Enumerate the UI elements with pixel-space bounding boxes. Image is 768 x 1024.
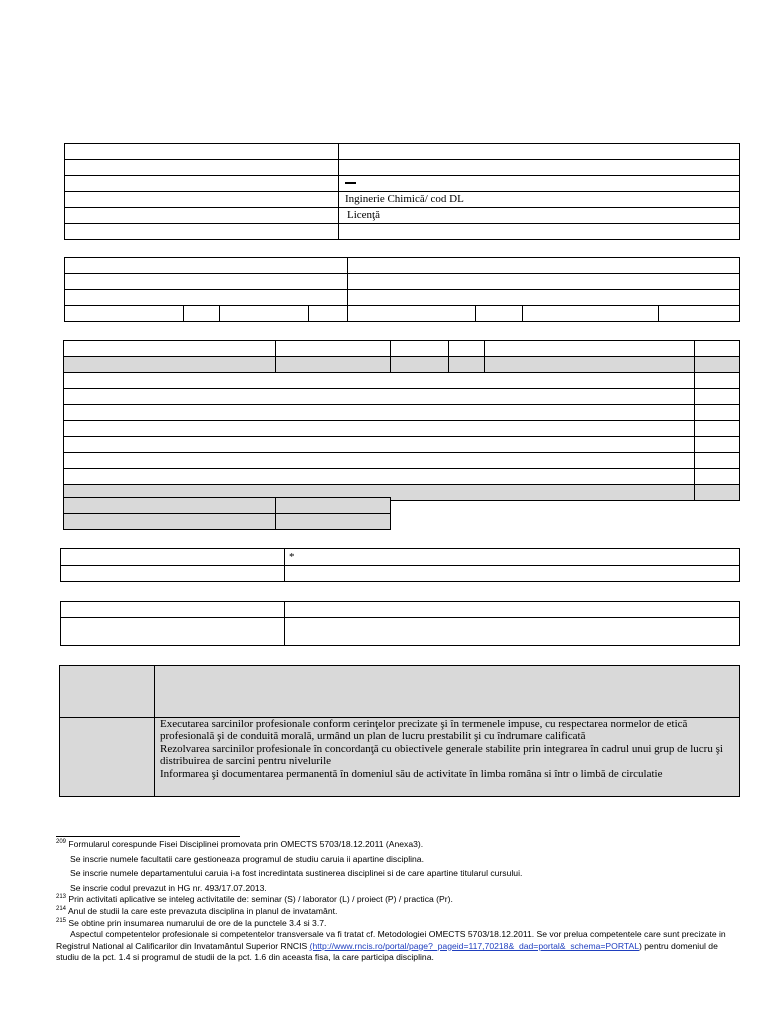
cell [695,373,740,389]
cell [65,192,339,208]
cell [220,306,309,322]
cell [60,718,155,797]
footnote-212: Se inscrie codul prevazut in HG nr. 493/17.07.2013. [70,882,267,893]
cell [276,357,391,373]
cell [285,566,740,582]
competence-item: Informarea şi documentarea permanentă în domeniul său de activitate în limba româna si într o limbă de circulatie [160,767,663,780]
footnote-text: Aspectul competentelor profesionale si competentelor transversale va fi tratat cf. Metodologiei OMECTS 5703/18.12.2011. Se vor prelua competentele care sunt precizate in Registrul National al Calificarilor din Invatamântul Superior RNCIS [56,929,726,951]
cell [65,274,348,290]
competence-item: Rezolvarea sarcinilor profesionale în concordanţă cu obiectivele generale stabilite prin integrarea în cadrul unui grup de lucru şi distribuirea de sarcini pentru nivelurile [160,742,723,768]
cell [276,341,391,357]
cell [64,389,695,405]
cell [61,549,285,566]
cell [476,306,523,322]
cell [64,498,276,514]
footnote-text: Prin activitati aplicative se inteleg activitatile de: seminar (S) / laborator (L) / proiect (P) / practica (Pr). [68,894,453,905]
footnote-211: Se inscrie numele departamentului caruia i-a fost incredintata sustinerea disciplinei si de care apartine titularul cursului. [70,868,523,879]
cell [449,341,485,357]
footnote-210: Se inscrie numele facultatii care gestioneaza programul de studiu caruia ii apartine disciplina. [70,853,424,864]
prerequisites-table [60,548,740,582]
cell [339,160,740,176]
cell [485,341,695,357]
cell [485,357,695,373]
study-cycle-value: Licenţă [339,208,740,224]
cell [348,306,476,322]
cell [285,602,740,618]
cell [276,514,391,530]
domain-value: Inginerie Chimică/ cod DL [339,192,740,208]
cell [64,405,695,421]
footnote-215 [56,918,726,930]
cell [60,666,155,718]
footnote-216 [56,929,726,964]
footnotes [56,839,726,964]
cell [65,176,339,192]
cell [285,618,740,646]
competence-item: Executarea sarcinilor profesionale conform cerinţelor precizate şi în termenele impuse, cu respectarea normelor de etică profesională şi de conduită morală, urmând un plan de lucru prestabilit şi cu îndrumare calificată [160,718,688,743]
cell [64,341,276,357]
footnote-number: 213 [56,894,67,901]
footnote-214 [56,906,726,918]
cell [64,357,276,373]
cell [64,453,695,469]
dash-mark [345,182,356,184]
cell [339,144,740,160]
cell [65,160,339,176]
cell [339,224,740,240]
cell [695,453,740,469]
cell [695,341,740,357]
cell [695,469,740,485]
cell [695,389,740,405]
cell [695,437,740,453]
cell [659,306,740,322]
cell [64,373,695,389]
footnote-separator [56,836,240,837]
cell [523,306,659,322]
cell [449,357,485,373]
cell [65,306,184,322]
footnote-text: Formularul corespunde Fisei Disciplinei promovata prin OMECTS 5703/18.12.2011 (Anexa3). [68,839,424,849]
conditions-table [60,601,740,646]
cell [695,357,740,373]
cell [348,290,740,306]
rncis-link[interactable]: (http://www.rncis.ro/portal/page?_pageid=117,70218&_dad=portal&_schema=PORTAL [309,940,640,951]
cell [695,421,740,437]
cell [695,485,740,501]
footnote-text: Anul de studii la care este prevazuta disciplina in planul de invatamânt. [67,905,338,916]
footnote-text: ) pentru domeniul de studiu de la pct. 1.4 si programul de studii de la pct. 1.6 din aceasta fisa, la care participa disciplina. [56,940,718,963]
cell [184,306,220,322]
footnote-number: 209 [56,839,67,846]
cell [65,208,339,224]
cell [348,274,740,290]
cell [65,224,339,240]
footnote-213 [56,894,726,906]
hours-table [63,340,740,501]
cell [64,469,695,485]
cell [155,666,740,718]
totals-table [63,497,391,530]
cell [348,258,740,274]
cell [64,421,695,437]
cell [65,290,348,306]
footnote-number: 214 [56,906,67,913]
cell [61,618,285,646]
asterisk-mark: * [285,549,740,566]
cell [695,405,740,421]
cell [64,437,695,453]
cell [65,258,348,274]
footnote-text: Se obtine prin insumarea numarului de ore de la punctele 3.4 si 3.7. [68,917,327,928]
cell [339,176,740,192]
footnote-number: 215 [56,917,67,924]
footnote-209 [56,839,726,851]
cell [64,514,276,530]
program-data-table [64,143,740,240]
cell [61,566,285,582]
cell [65,144,339,160]
transversal-competences-cell [155,718,740,797]
discipline-data-table [64,257,740,322]
cell [61,602,285,618]
cell [391,357,449,373]
competences-table [59,665,740,797]
cell [391,341,449,357]
cell [276,498,391,514]
cell [309,306,348,322]
